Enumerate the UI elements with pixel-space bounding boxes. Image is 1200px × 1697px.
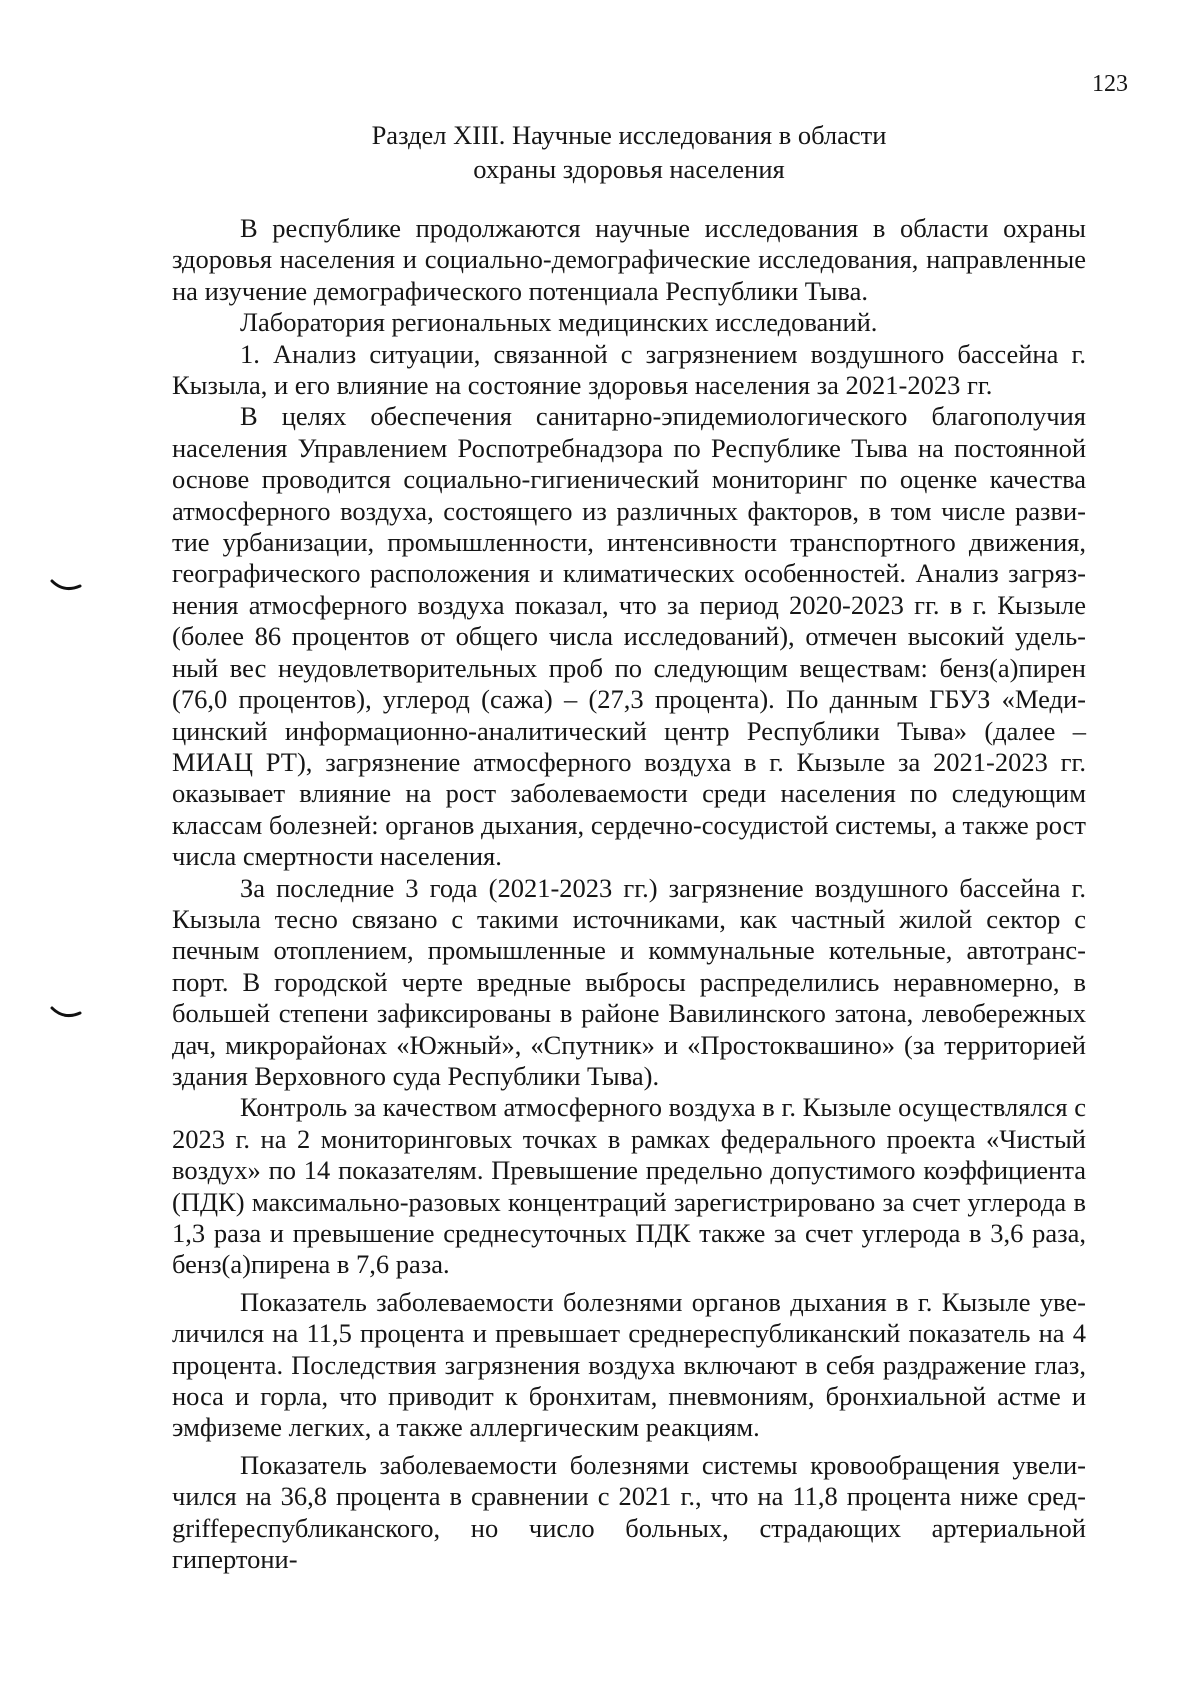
section-heading-line-2: охраны здоровья населения	[473, 154, 785, 184]
margin-mark	[50, 578, 82, 592]
margin-mark	[50, 1005, 82, 1019]
section-heading	[170, 118, 1088, 186]
section-heading-line-1: Раздел XIII. Научные исследования в области	[371, 120, 887, 150]
paragraph: В республике продолжаются научные исследования в области охраны здоровья населения и социально-демографические исследования, направленные на изучение демографического потенциала Республики Тыва.	[172, 213, 1086, 306]
paragraph: Показатель заболеваемости болезнями органов дыхания в г. Кызыле увеличился на 11,5 процента и превышает среднереспубликанский показатель на 4 процента. Последствия загрязнения воздуха включают в себя раздражение глаз, носа и горла, что приводит к бронхитам, пневмониям, бронхиальной астме и эмфиземе легких, а также аллергическим реакциям.	[172, 1286, 1086, 1443]
paragraph: Лаборатория региональных медицинских исследований.	[240, 307, 878, 338]
paragraph: Контроль за качеством атмосферного воздуха в г. Кызыле осуществлялся с 2023 г. на 2 мониторинговых точках в рамках федерального проекта «Чистый воздух» по 14 показателям. Превышение предельно допустимого коэффициента (ПДК) максимально-разовых концентраций зарегистрировано за счет углерода в 1,3 раза и превышение среднесуточных ПДК также за счет углерода в 3,6 раза, бенз(а)пирена в 7,6 раза.	[172, 1092, 1086, 1280]
body-text	[172, 213, 1086, 1575]
paragraph: В целях обеспечения санитарно-эпидемиологического благополучия населения Управлением Роспотребнадзора по Республике Тыва на постоянной основе проводится социально-гигиенический мониторинг по оценке качества атмосферного воздуха, состоящего из различных факторов, в том числе развитие урбанизации, промышленности, интенсивности транспортного движения, географического расположения и климатических особенностей. Анализ загрязнения атмосферного воздуха показал, что за период 2020-2023 гг. в г. Кызыле (более 86 процентов от общего числа исследований), отмечен высокий удельный вес неудовлетворительных проб по следующим веществам: бенз(а)пирен (76,0 процентов), углерод (сажа) – (27,3 процента). По данным ГБУЗ «Медицинский информационно-аналитический центр Республики Тыва» (далее – МИАЦ РТ), загрязнение атмосферного воздуха в г. Кызыле за 2021-2023 гг. оказывает влияние на рост заболеваемости среди населения по следующим классам болезней: органов дыхания, сердечно-сосудистой системы, а также рост числа смертности населения.	[172, 401, 1086, 872]
paragraph: 1. Анализ ситуации, связанной с загрязнением воздушного бассейна г. Кызыла, и его влияние на состояние здоровья населения за 2021-2023 гг.	[172, 338, 1086, 401]
paragraph: За последние 3 года (2021-2023 гг.) загрязнение воздушного бассейна г. Кызыла тесно связано с такими источниками, как частный жилой сектор с печным отоплением, промышленные и коммунальные котельные, автотранспорт. В городской черте вредные выбросы распределились неравномерно, в большей степени зафиксированы в районе Вавилинского затона, левобережных дач, микрорайонах «Южный», «Спутник» и «Простоквашино» (за территорией здания Верховного суда Республики Тыва).	[172, 872, 1086, 1091]
page-number: 123	[1092, 71, 1128, 97]
paragraph: Показатель заболеваемости болезнями системы кровообращения увеличился на 36,8 процента в сравнении с 2021 г., что на 11,8 процента ниже средgriffереспубликанского, но число больных, страдающих артериальной гипертони-	[172, 1449, 1086, 1575]
